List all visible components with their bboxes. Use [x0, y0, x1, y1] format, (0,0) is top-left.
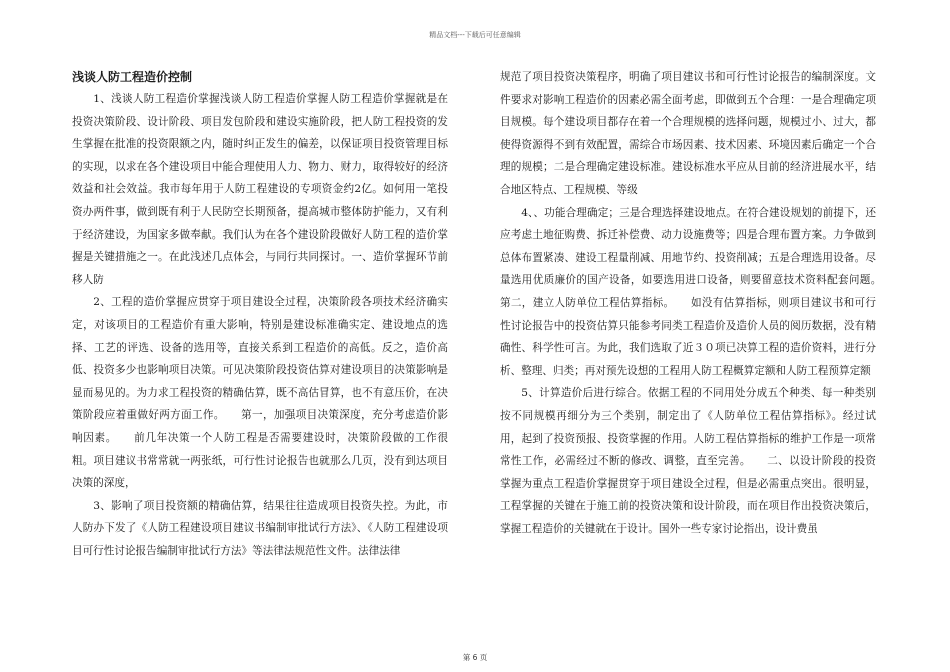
- paragraph-3: 3、影响了项目投资额的精确估算，结果往往造成项目投资失控。为此，市人防办下发了《人防工程建设项目建议书编制审批试行方法》、《人防工程建设项目可行性讨论报告编制审批试行方法》等法律法规范性文件。法律法律: [72, 499, 448, 557]
- right-column: [500, 66, 898, 540]
- paragraph-4: 4、、功能合理确定；三是合理选择建设地点。在符合建设规划的前提下，还应考虑土地征购费、拆迁补偿费、动力设施费等；四是合理布置方案。力争做到总体布置紧凑、建设工程量削减、用地节约、投资削减；五是合理选用设备。尽量选用优质廉价的国产设备，如要选用进口设备，则要留意技术资料配套问题。 第二，建立人防单位工程估算指标。 如没有估算指标，则项目建议书和可行性讨论报告中的投资估算只能参考同类工程造价及造价人员的阅历数据，没有精确性、科学性可言。为此，我们选取了近３０项已决算工程的造价资料，进行分析、整理、归类；再对预先设想的工程用人防工程概算定额和人防工程预算定额: [500, 206, 898, 377]
- paragraph-1: 1、浅谈人防工程造价掌握浅谈人防工程造价掌握人防工程造价掌握就是在投资决策阶段、设计阶段、项目发包阶段和建设实施阶段，把人防工程投资的发生掌握在批准的投资限额之内，随时纠正发生的偏差，以保证项目投资管理目标的实现，以求在各个建设项目中能合理使用人力、物力、财力，取得较好的经济效益和社会效益。我市每年用于人防工程建设的专项资金约2亿。如何用一笔投资办两件事，做到既有利于人民防空长期预备，提高城市整体防护能力，又有利于经济建设，为国家多做奉献。我们认为在各个建设阶段做好人防工程的造价掌握是关键措施之一。在此浅述几点体会，与同行共同探讨。一、造价掌握环节前移人防: [72, 93, 448, 286]
- page-header: 精品文档---下载后可任意编辑: [429, 31, 521, 39]
- paragraph-5: 5、计算造价后进行综合。依据工程的不同用处分成五个种类、每一种类别按不同规模再细分为三个类别，制定出了《人防单位工程估算指标》。经过试用，起到了投资预报、投资掌握的作用。人防工程估算指标的维护工作是一项常常性工作，必需经过不断的修改、调整，直至完善。 二、以设计阶段的投资掌握为重点工程造价掌握贯穿于项目建设全过程，但是必需重点突出。很明显，工程掌握的关键在于施工前的投资决策和设计阶段，而在项目作出投资决策后，掌握工程造价的关键就在于设计。国外一些专家讨论指出，设计费虽: [500, 387, 876, 535]
- paragraph-3-continued: 规范了项目投资决策程序，明确了项目建议书和可行性讨论报告的编制深度。文件要求对影响工程造价的因素必需全面考虑，即做到五个合理：一是合理确定项目规模。每个建设项目都存在着一个合理规模的选择问题，规模过小、过大，都使得资源得不到有效配置，需综合市场因素、技术因素、环境因素后确定一个合理的规模；二是合理确定建设标准。建设标准水平应从目前的经济进展水平，结合地区特点、工程规模、等级: [500, 71, 876, 196]
- left-column: [72, 66, 448, 562]
- article-title: 浅谈人防工程造价控制: [72, 70, 193, 84]
- page-number: 第 6 页: [462, 653, 488, 662]
- paragraph-2: 2、工程的造价掌握应贯穿于项目建设全过程，决策阶段各项技术经济确实定，对该项目的工程造价有重大影响，特别是建设标准确实定、建设地点的选择、工艺的评选、设备的选用等，直接关系到工程造价的高低。反之，造价高低、投资多少也影响项目决策。可见决策阶段投资估算对建设项目的决策影响是显而易见的。为力求工程投资的精确估算，既不高估冒算，也不有意压价，在决策阶段应着重做好两方面工作。 第一，加强项目决策深度，充分考虑造价影响因素。 前几年决策一个人防工程是否需要建设时，决策阶段做的工作很粗。项目建议书常常就一两张纸，可行性讨论报告也就那么几页，没有到达项目决策的深度，: [72, 296, 448, 490]
